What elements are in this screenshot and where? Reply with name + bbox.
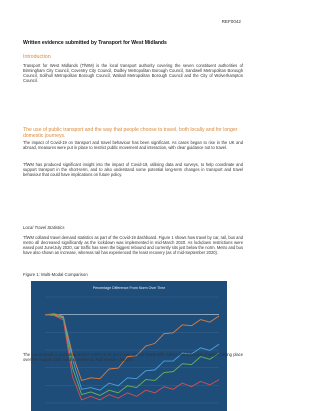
tfwm-insight-paragraph: TfWM has produced significant insight into the impact of Covid-19, utilising data and surveys, to help coordinate and support transport in the short-term, and to also understand some potential long-term changes in transport and travel behaviour that could have implications on future policy. <box>23 162 243 178</box>
section-heading: The use of public transport and the way that people choose to travel, both locally and for longer domestic journeys. <box>23 127 238 139</box>
intro-paragraph: Transport for West Midlands (TfWM) is the local transport authority covering the seven constituent authorities of Birmingham City Council, Coventry City Council, Dudley Metropolitan Borough Council, Sandwell Metropolitan Borough Council, Solihull Metropolitan Borough Council, Walsall Metropolitan Borough Council and the City of Wolverhampton Council. <box>23 63 243 84</box>
chart-title: Percentage Difference From Norm Over Time <box>92 286 166 290</box>
chart-plot <box>31 281 227 411</box>
reference-number: REF0042 <box>221 19 241 24</box>
covid-impact-paragraph: The impact of Covid-19 on transport and travel behaviour has been significant. As cases began to rise in the UK and abroad, measures were put in place to restrict public movement and interaction, with clear guidance not to travel. <box>23 140 243 151</box>
multi-modal-chart <box>31 281 227 411</box>
travel-demand-paragraph: TfWM collated travel demand statistics as part of the Covid-19 dashboard. Figure 1 shows how travel by car, rail, bus and metro all decreased significantly as the lockdown was implemented in mid-March 2020. As lockdown restrictions were eased post June/July 2020, car traffic has seen the biggest rebound and currently sits just below the norm. Metro and bus have also shown an increase, whereas rail has experienced the least recovery (as of mid-September 2020). <box>23 235 243 256</box>
introduction-heading: Introduction <box>23 54 51 60</box>
document-title: Written evidence submitted by Transport for West Midlands <box>23 40 167 46</box>
bus-network-paragraph: The bus network is operating at over 100% of its pre-covid service levels with substantial timetable changes taking place over the August bank holiday weekend. Rail service changes <box>23 352 243 363</box>
local-travel-statistics-subheading: Local Travel Statistics <box>23 225 65 230</box>
figure-caption: Figure 1: Multi-Modal Comparison <box>23 272 88 277</box>
